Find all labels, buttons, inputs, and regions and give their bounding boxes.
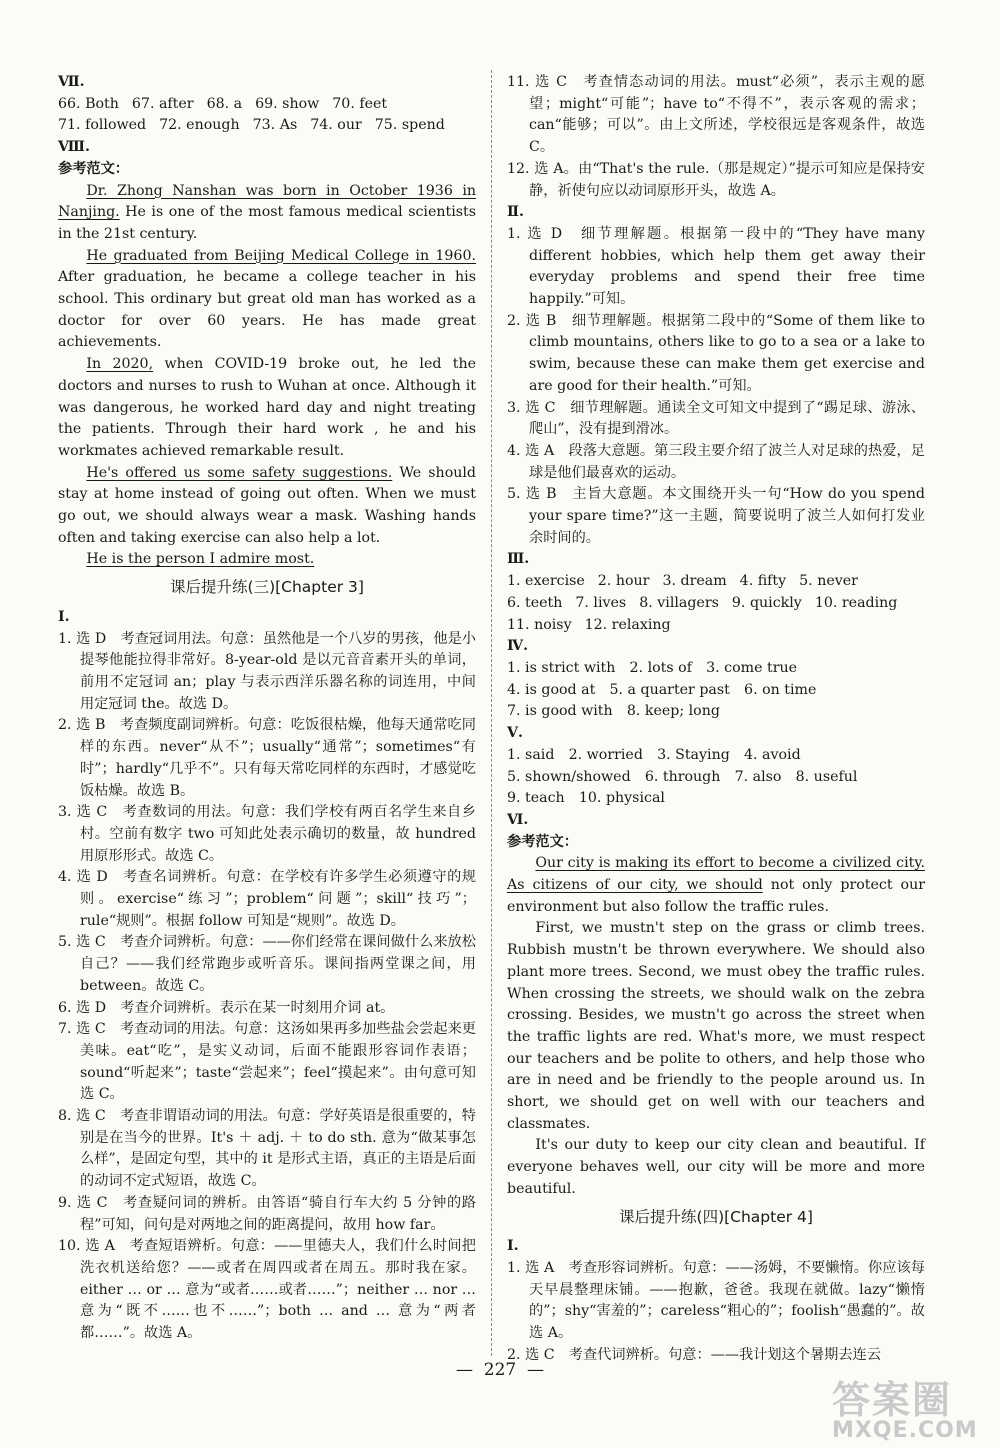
answer-item: 8. 选 C 考查非谓语动词的用法。句意：学好英语是很重要的，特别是在当今的世界。It's ＋ adj. ＋ to do sth. 意为“做某事怎么样”，是固定句型，其中的 it 是形式主语，真正的主语是后面的动词不定式短语，故选 C。 [58,1108,476,1190]
answer: 2. hour [597,573,650,590]
answer-item: 2. 选 B 细节理解题。根据第二段中的“Some of them like to climb mountains, others like to go to a sea or a lake to swim, because these can make them get exercise and are good for their health.”可知。 [507,312,925,394]
section-heading: Ⅲ. [507,551,530,568]
answer: 72. enough [159,117,240,134]
answer: 69. show [255,95,320,112]
answer: 8. villagers [639,594,719,611]
answer: 67. after [131,95,194,112]
section-heading: Ⅴ. [507,725,523,742]
answer-row [58,94,476,137]
answer: 73. As [252,117,298,134]
column-divider [491,70,492,1356]
page-number: — 227 — [455,1360,545,1380]
answer-item: 1. 选 A 考查形容词辨析。句意：——汤姆，不要懒惰。你应该每天早晨整理床铺。——抱歉，爸爸。我现在就做。lazy“懒惰的”；shy“害羞的”；careless“粗心的”；foolish“愚蠢的”。故选 A。 [507,1259,925,1342]
answer-item: 10. 选 A 考查短语辨析。句意：——里德夫人，我们什么时间把洗衣机送给您？——或者在周四或者在周五。那时我在家。either … or … 意为“或者……或者……”；neither … nor … 意为“既不……也不……”；both … and … 意为“两者都……”。故选 A。 [58,1238,476,1342]
essay-label: 参考范文： [58,160,129,177]
answer-line: 1. is strict with 2. lots of 3. come true [507,659,798,676]
watermark-url: MXQE.COM [832,1418,978,1443]
section-heading: Ⅳ. [507,638,529,655]
watermark-text: 答案圈 [832,1378,953,1422]
answer-item: 4. 选 A 段落大意题。第三段主要介绍了波兰人对足球的热爱，足球是他们最喜欢的运动。 [507,442,925,481]
answer-line: 4. is good at 5. a quarter past 6. on time [507,681,817,698]
section-heading: Ⅶ. [58,74,85,90]
chapter-title: 课后提升练(三)[Chapter 3] [170,578,364,597]
answer: 11. noisy [507,616,572,633]
answer-line: 1. said 2. worried 3. Staying 4. avoid [507,746,801,763]
answer-item: 2. 选 B 考查频度副词辨析。句意：吃饭很枯燥，他每天通常吃同样的东西。never“从不”；usually“通常”；sometimes“有时”；hardly“几乎不”。只有每天常吃同样的东西时，才感觉吃饭枯燥。故选 B。 [58,717,476,799]
answer: 7. lives [575,594,627,611]
answer-item: 3. 选 C 考查数词的用法。句意：我们学校有两百名学生来自乡村。空前有数字 two 可知此处表示确切的数量，故 hundred 用原形形式。故选 C。 [58,804,476,864]
answer: 9. quickly [731,594,802,611]
essay-paragraph: He graduated from Beijing Medical College in 1960. After graduation, he became a college teacher in his school. This ordinary but great old man has worked as a doctor for over 60 years. He has made great achievements. [58,247,476,351]
answer-item: 7. 选 C 考查动词的用法。句意：这汤如果再多加些盐会尝起来更美味。eat“吃”，是实义动词，后面不能跟形容词作表语；sound“听起来”；taste“尝起来”；feel“摸起来”。由句意可知选 C。 [58,1021,476,1103]
answer-item: 4. 选 D 考查名词辨析。句意：在学校有许多学生必须遵守的规则。exercise“练习”；problem“问题”；skill“技巧”；rule“规则”。根据 follow 可知是“规则”。故选 D。 [58,869,476,929]
answer: 70. feet [332,95,388,112]
answer: 75. spend [374,117,445,134]
answer-item: 5. 选 C 考查介词辨析。句意：——你们经常在课间做什么来放松自己？——我们经常跑步或听音乐。课间指两堂课之间，用 between。故选 C。 [58,934,476,994]
answer-row [507,571,925,636]
essay-paragraph: He is the person I admire most. [86,551,315,568]
section-heading: Ⅰ. [58,608,70,625]
answer: 5. never [799,573,858,590]
answer: 68. a [206,95,243,112]
chapter-title: 课后提升练(四)[Chapter 4] [619,1207,813,1226]
answer-item: 9. 选 C 考查疑问词的辨析。由答语“骑自行车大约 5 分钟的路程”可知，问句是对两地之间的距离提问，故用 how far。 [58,1194,476,1233]
answer: 74. our [310,117,362,134]
section-heading: Ⅷ. [58,139,90,156]
section-heading: Ⅰ. [507,1238,519,1255]
answer-item: 5. 选 B 主旨大意题。本文围绕开头一句“How do you spend your spare time?”这一主题，简要说明了波兰人如何打发业余时间的。 [507,486,925,546]
answer: 66. Both [58,95,119,112]
answer-line: 9. teach 10. physical [507,790,665,807]
answer: 71. followed [58,117,147,134]
answer: 12. relaxing [584,616,671,633]
left-column [58,72,476,1345]
essay-label: 参考范文： [507,833,578,850]
essay-paragraph: First, we mustn't step on the grass or climb trees. Rubbish mustn't be thrown everywhere. We should also plant more trees. Second, we must obey the traffic rules. When crossing the streets, we should walk on the zebra crossing. Besides, we mustn't go across the street when the traffic lights are red. What's more, we must respect our teachers and be polite to others, and help those who are in need and be friendly to the people around us. In short, we should get on well with our teachers and classmates. [507,920,925,1132]
answer: 4. fifty [739,573,787,590]
essay-paragraph: Dr. Zhong Nanshan was born in October 1936 in Nanjing. He is one of the most famous medical scientists in the 21st century. [58,182,476,242]
essay-paragraph: In 2020, when COVID-19 broke out, he led the doctors and nurses to rush to Wuhan at once. Although it was dangerous, he worked hard day and night treating the patients. Through their hard work , he and his workmates achieved remarkable result. [58,356,477,459]
answer-item: 12. 选 A。由“That's the rule.（那是规定）”提示可知应是保持安静，祈使句应以动词原形开头，故选 A。 [507,160,925,199]
section-heading: Ⅵ. [507,811,529,828]
essay-paragraph: It's our duty to keep our city clean and beautiful. If everyone behaves well, our city will be more and more beautiful. [507,1137,925,1197]
answer: 3. dream [662,573,727,590]
answer-item: 1. 选 D 考查冠词用法。句意：虽然他是一个八岁的男孩，他是小提琴他能拉得非常好。8-year-old 是以元音音素开头的单词，前用不定冠词 an；play 与表示西洋乐器名称的词连用，中间用定冠词 the。故选 D。 [58,630,476,712]
answer-item: 2. 选 C 考查代词辨析。句意：——我计划这个暑期去连云 [507,1346,881,1363]
essay-paragraph: He's offered us some safety suggestions. We should stay at home instead of going out often. When we must go out, we should always wear a mask. Washing hands often and taking exercise can also help a lot. [58,464,476,546]
watermark [832,1380,1000,1448]
answer-line: 7. is good with 8. keep; long [507,703,720,720]
answer-item: 1. 选 D 细节理解题。根据第一段中的“They have many different hobbies, which help them get away their everyday problems and spend their free time happily.”可知。 [507,225,925,308]
answer-item: 3. 选 C 细节理解题。通读全文可知文中提到了“踢足球、游泳、爬山”，没有提到滑冰。 [507,399,925,438]
answer: 1. exercise [507,573,585,590]
answer-line: 5. shown/showed 6. through 7. also 8. useful [507,768,858,785]
answer: 6. teeth [507,594,563,611]
answer: 10. reading [814,594,898,611]
essay-paragraph: Our city is making its effort to become a civilized city. As citizens of our city, we should not only protect our environment but also follow the traffic rules. [507,855,925,915]
section-heading: Ⅱ. [507,204,524,221]
answer-item: 11. 选 C 考查情态动词的用法。must“必须”，表示主观的愿望；might“可能”；have to“不得不”，表示客观的需求；can“能够；可以”。由上文所述，学校很远是客观条件，故选 C。 [507,74,925,156]
right-column [507,72,925,1366]
answer-item: 6. 选 D 考查介词辨析。表示在某一时刻用介词 at。 [58,999,395,1016]
